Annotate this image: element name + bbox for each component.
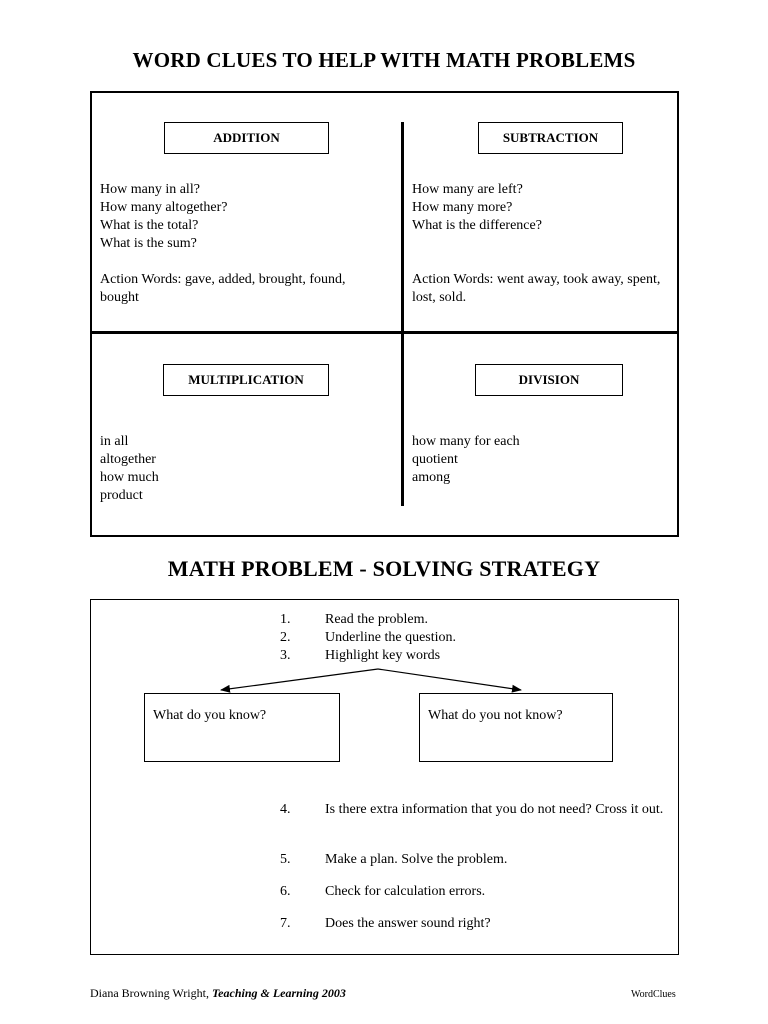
division-word: among bbox=[412, 470, 451, 485]
addition-action-words: Action Words: gave, added, brought, found, bought bbox=[100, 272, 346, 305]
multiplication-word: in all bbox=[100, 434, 129, 449]
step-text: Is there extra information that you do not need? Cross it out. bbox=[325, 802, 664, 817]
step-number: 4. bbox=[280, 802, 291, 817]
addition-question: How many in all? bbox=[100, 182, 200, 197]
step-number: 7. bbox=[280, 916, 291, 931]
step-number: 3. bbox=[280, 648, 291, 663]
step-number: 1. bbox=[280, 612, 291, 627]
addition-label: ADDITION bbox=[164, 122, 329, 154]
subtraction-question: What is the difference? bbox=[412, 218, 542, 233]
step-number: 5. bbox=[280, 852, 291, 867]
addition-question: How many altogether? bbox=[100, 200, 228, 215]
step-text: Highlight key words bbox=[325, 648, 441, 663]
step-number: 2. bbox=[280, 630, 291, 645]
footer-publication: Teaching & Learning 2003 bbox=[211, 986, 346, 1000]
footer-credit bbox=[90, 986, 346, 1001]
multiplication-word: how much bbox=[100, 470, 159, 485]
footer-author: Diana Browning Wright, bbox=[90, 986, 212, 1000]
subtraction-action-words: Action Words: went away, took away, spent, lost, sold. bbox=[412, 272, 661, 305]
multiplication-label: MULTIPLICATION bbox=[163, 364, 329, 396]
division-label: DIVISION bbox=[475, 364, 623, 396]
subtraction-question: How many more? bbox=[412, 200, 513, 215]
division-word: quotient bbox=[412, 452, 458, 467]
footer-tag: WordClues bbox=[631, 989, 676, 1000]
division-word: how many for each bbox=[412, 434, 520, 449]
what-you-know-box: What do you know? bbox=[144, 693, 340, 762]
addition-question: What is the sum? bbox=[100, 236, 197, 251]
arrow-left bbox=[221, 669, 378, 690]
strategy-title: MATH PROBLEM - SOLVING STRATEGY bbox=[167, 556, 601, 581]
arrow-right bbox=[378, 669, 521, 690]
subtraction-label: SUBTRACTION bbox=[478, 122, 623, 154]
step-text: Read the problem. bbox=[325, 612, 429, 627]
page-title: WORD CLUES TO HELP WITH MATH PROBLEMS bbox=[132, 48, 636, 72]
step-text: Check for calculation errors. bbox=[325, 884, 486, 899]
step-text: Does the answer sound right? bbox=[325, 916, 491, 931]
subtraction-question: How many are left? bbox=[412, 182, 523, 197]
step-text: Make a plan. Solve the problem. bbox=[325, 852, 508, 867]
what-you-not-know-box: What do you not know? bbox=[419, 693, 613, 762]
step-text: Underline the question. bbox=[325, 630, 457, 645]
step-number: 6. bbox=[280, 884, 291, 899]
multiplication-word: altogether bbox=[100, 452, 156, 467]
multiplication-word: product bbox=[100, 488, 143, 503]
addition-question: What is the total? bbox=[100, 218, 199, 233]
